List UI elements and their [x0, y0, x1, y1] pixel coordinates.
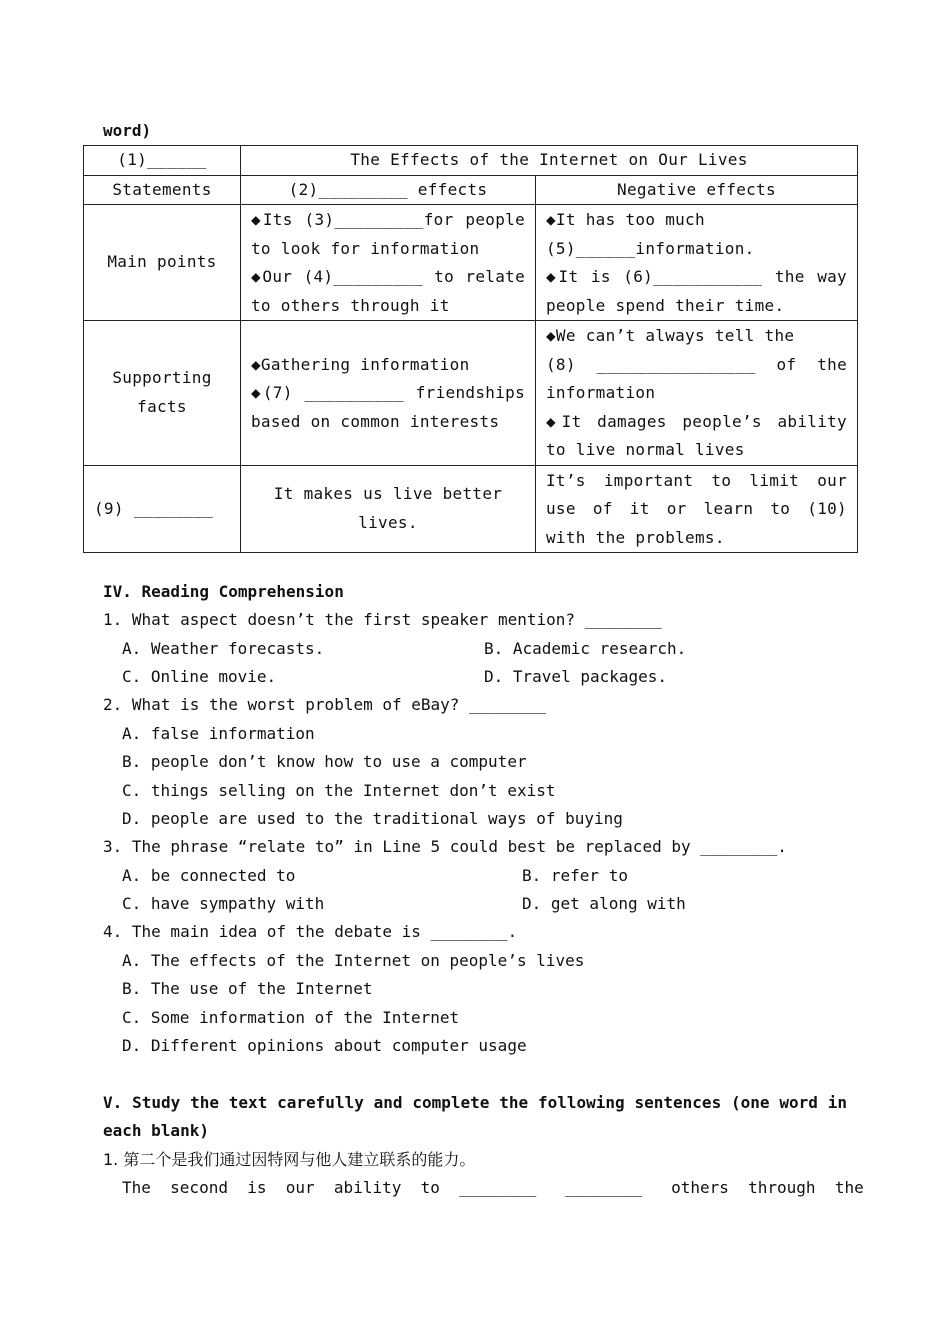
option-3a: A. be connected to	[122, 866, 296, 885]
main-points-label: Main points	[84, 205, 241, 321]
option-4a: A. The effects of the Internet on people’s lives	[122, 951, 585, 970]
negative-conclusion	[536, 465, 858, 553]
section-iv-title: IV. Reading Comprehension	[103, 582, 344, 601]
question-2: 2. What is the worst problem of eBay? ________	[103, 695, 547, 714]
table-row	[84, 321, 858, 466]
option-1d: D. Travel packages.	[484, 667, 668, 686]
positive-main-points	[241, 205, 536, 321]
positive-conclusion	[241, 465, 536, 553]
text-line: to look for information	[251, 238, 480, 258]
text-line: lives.	[358, 512, 418, 532]
sentence-1-english: The second is our ability to ________ ________ others through the	[122, 1178, 864, 1197]
option-1c: C. Online movie.	[122, 667, 277, 686]
option-2c: C. things selling on the Internet don’t exist	[122, 781, 556, 800]
text-line: (8) ________________ of the	[546, 354, 847, 374]
text-line: ◆It damages people’s ability	[546, 411, 847, 431]
option-2b: B. people don’t know how to use a computer	[122, 752, 527, 771]
negative-main-points	[536, 205, 858, 321]
option-3d: D. get along with	[522, 894, 686, 913]
text-line: It’s important to limit our	[546, 470, 847, 490]
text-line: Supporting	[112, 368, 212, 388]
positive-supporting-facts	[241, 321, 536, 466]
table-title: The Effects of the Internet on Our Lives	[241, 146, 858, 176]
text-line: ◆(7) __________ friendships	[251, 383, 525, 402]
positive-effects-header: (2)_________ effects	[241, 175, 536, 205]
text-line: ◆Its (3)_________for people	[251, 210, 525, 229]
text-line: to live normal lives	[546, 440, 745, 459]
section-v-title: V. Study the text carefully and complete the following sentences (one word in	[103, 1093, 847, 1112]
text-line: ◆We can’t always tell the	[546, 326, 795, 345]
question-1: 1. What aspect doesn’t the first speaker mention? ________	[103, 610, 662, 629]
option-2a: A. false information	[122, 724, 315, 743]
option-4c: C. Some information of the Internet	[122, 1008, 460, 1027]
text-line: facts	[137, 396, 187, 416]
text-line: based on common interests	[251, 411, 500, 431]
option-1b: B. Academic research.	[484, 639, 687, 658]
option-4b: B. The use of the Internet	[122, 979, 373, 998]
text-line: It makes us live better	[273, 484, 503, 504]
option-1a: A. Weather forecasts.	[122, 639, 325, 658]
table-row	[84, 465, 858, 553]
sentence-1-chinese: 1. 第二个是我们通过因特网与他人建立联系的能力。	[103, 1150, 476, 1169]
text-line: people spend their time.	[546, 295, 785, 315]
question-4: 4. The main idea of the debate is ________.	[103, 922, 518, 941]
header-fragment: word)	[103, 121, 152, 140]
option-2d: D. people are used to the traditional ways of buying	[122, 809, 623, 828]
table-row	[84, 205, 858, 321]
text-line: (5)______information.	[546, 238, 755, 258]
text-line: information	[546, 383, 656, 402]
supporting-facts-label	[84, 321, 241, 466]
negative-supporting-facts	[536, 321, 858, 466]
text-line: ◆Our (4)_________ to relate	[251, 267, 525, 286]
option-3b: B. refer to	[522, 866, 628, 885]
option-3c: C. have sympathy with	[122, 894, 325, 913]
text-line: ◆Gathering information	[251, 354, 470, 374]
section-v-title-cont: each blank)	[103, 1121, 209, 1140]
text-line: use of it or learn to (10)	[546, 499, 847, 518]
effects-table	[83, 145, 858, 553]
text-line: with the problems.	[546, 527, 725, 547]
blank-1-cell: (1)______	[84, 146, 241, 176]
text-line: to others through it	[251, 295, 450, 315]
blank-9-cell: (9) ________	[84, 465, 241, 553]
option-4d: D. Different opinions about computer usage	[122, 1036, 527, 1055]
text-line: ◆It has too much	[546, 210, 705, 229]
table-row	[84, 146, 858, 176]
negative-effects-header: Negative effects	[536, 175, 858, 205]
text-line: ◆It is (6)___________ the way	[546, 267, 847, 286]
statements-header: Statements	[84, 175, 241, 205]
question-3: 3. The phrase “relate to” in Line 5 could best be replaced by ________.	[103, 837, 787, 856]
table-row	[84, 175, 858, 205]
